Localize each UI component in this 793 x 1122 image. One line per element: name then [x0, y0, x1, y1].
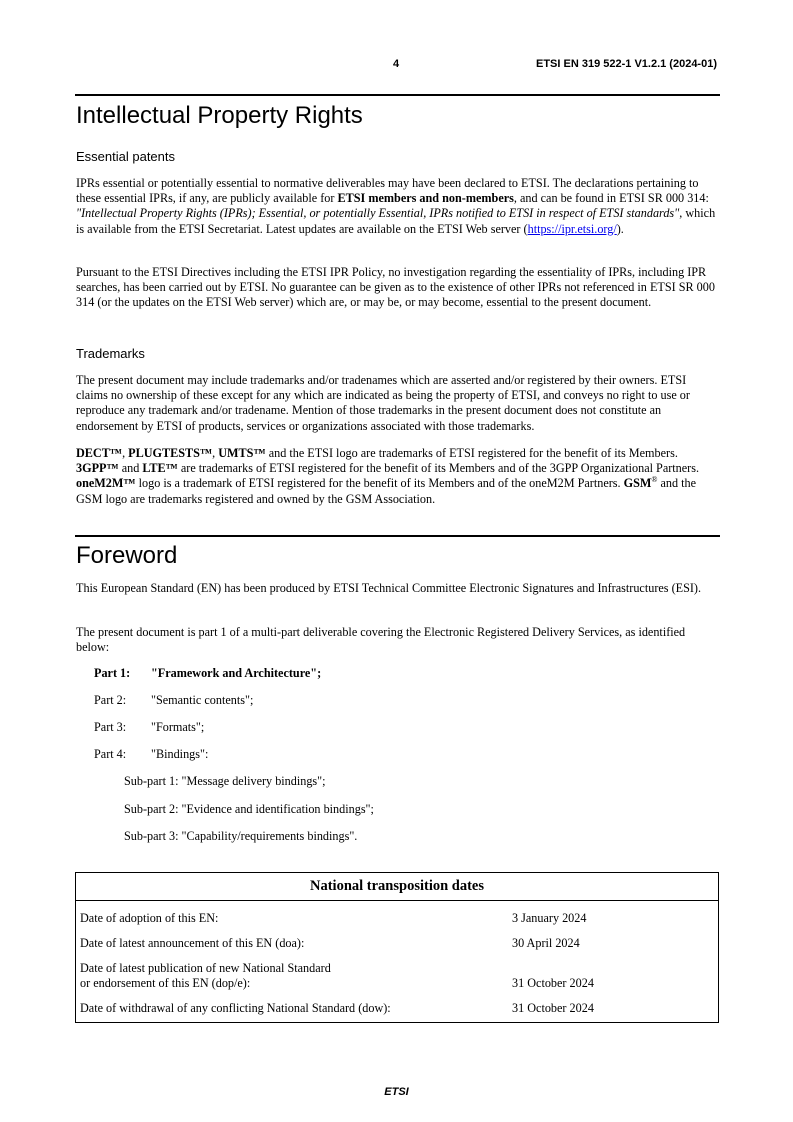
foreword-paragraph-1: This European Standard (EN) has been produced by ETSI Technical Committee Electronic Signatures and Infrastructures (ESI). [76, 581, 702, 595]
row-value: 3 January 2024 [512, 911, 587, 925]
trademarks-paragraph-1: The present document may include trademarks and/or tradenames which are asserted and/or registered by their owners. ETSI claims no ownership of these except for any which are indicated as being the property of ETSI, and conveys no right to use or reproduce any trademark and/or tradename. Mention of those trademarks in the present document does not constitute an endorsement by ETSI of products, services or organizations associated with those trademarks. [76, 373, 690, 433]
table-row [76, 991, 719, 1023]
part-item: Part 2: "Semantic contents"; [94, 693, 254, 707]
subpart-item: Sub-part 3: "Capability/requirements bindings". [124, 829, 358, 843]
table-row [76, 926, 719, 951]
foreword-heading: Foreword [76, 542, 178, 569]
subpart-item: Sub-part 1: "Message delivery bindings"; [124, 774, 326, 788]
part-item: Part 3: "Formats"; [94, 720, 205, 734]
row-value: 31 October 2024 [512, 1001, 594, 1015]
table-row [76, 901, 719, 927]
row-label: Date of withdrawal of any conflicting National Standard (dow): [80, 1001, 391, 1015]
section-rule-foreword [75, 535, 720, 537]
ipr-link[interactable]: https://ipr.etsi.org/ [527, 221, 617, 236]
row-label: Date of latest publication of new National Standard or endorsement of this EN (dop/e): [80, 961, 331, 990]
trademarks-heading: Trademarks [76, 346, 145, 361]
row-label: Date of latest announcement of this EN (doa): [80, 936, 305, 950]
row-value: 30 April 2024 [512, 936, 580, 950]
ipr-paragraph-1: IPRs essential or potentially essential to normative deliverables may have been declared to ETSI. The declarations pertaining to these essential IPRs, if any, are publicly available for ETSI members and non-members, and can be found in ETSI SR 000 314: "Intellectual Property Rights (IPRs); Essential, or potentially Essential, IPRs notified to ETSI in respect of ETSI standards", which is available from the ETSI Secretariat. Latest updates are available on the ETSI Web server (https://ipr.etsi.org/). [76, 176, 716, 236]
table-row [76, 951, 719, 991]
transposition-table-title: National transposition dates [76, 873, 719, 901]
ipr-paragraph-2: Pursuant to the ETSI Directives including the ETSI IPR Policy, no investigation regarding the essentiality of IPRs, including IPR searches, has been carried out by ETSI. No guarantee can be given as to the existence of other IPRs not referenced in ETSI SR 000 314 (or the updates on the ETSI Web server) which are, or may be, or may become, essential to the present document. [76, 265, 715, 310]
essential-patents-heading: Essential patents [76, 149, 176, 164]
document-reference: ETSI EN 319 522-1 V1.2.1 (2024-01) [536, 58, 717, 70]
ipr-heading: Intellectual Property Rights [76, 102, 363, 129]
trademarks-paragraph-2: DECT™, PLUGTESTS™, UMTS™ and the ETSI logo are trademarks of ETSI registered for the benefit of its Members. 3GPP™ and LTE™ are trademarks of ETSI registered for the benefit of its Members and of the 3GPP Organizational Partners. oneM2M™ logo is a trademark of ETSI registered for the benefit of its Members and of the oneM2M Partners. GSM® and the GSM logo are trademarks registered and owned by the GSM Association. [76, 446, 700, 506]
part-item: Part 4: "Bindings": [94, 747, 209, 761]
page-number: 4 [393, 58, 400, 70]
row-label: Date of adoption of this EN: [80, 911, 219, 925]
part-item: Part 1: "Framework and Architecture"; [94, 666, 322, 680]
transposition-table [75, 872, 719, 1023]
section-rule-ipr [75, 94, 720, 96]
footer-etsi: ETSI [384, 1086, 409, 1098]
row-value: 31 October 2024 [512, 976, 594, 990]
foreword-paragraph-2: The present document is part 1 of a multi-part deliverable covering the Electronic Registered Delivery Services, as identified below: [76, 625, 686, 655]
subpart-item: Sub-part 2: "Evidence and identification bindings"; [124, 802, 374, 816]
